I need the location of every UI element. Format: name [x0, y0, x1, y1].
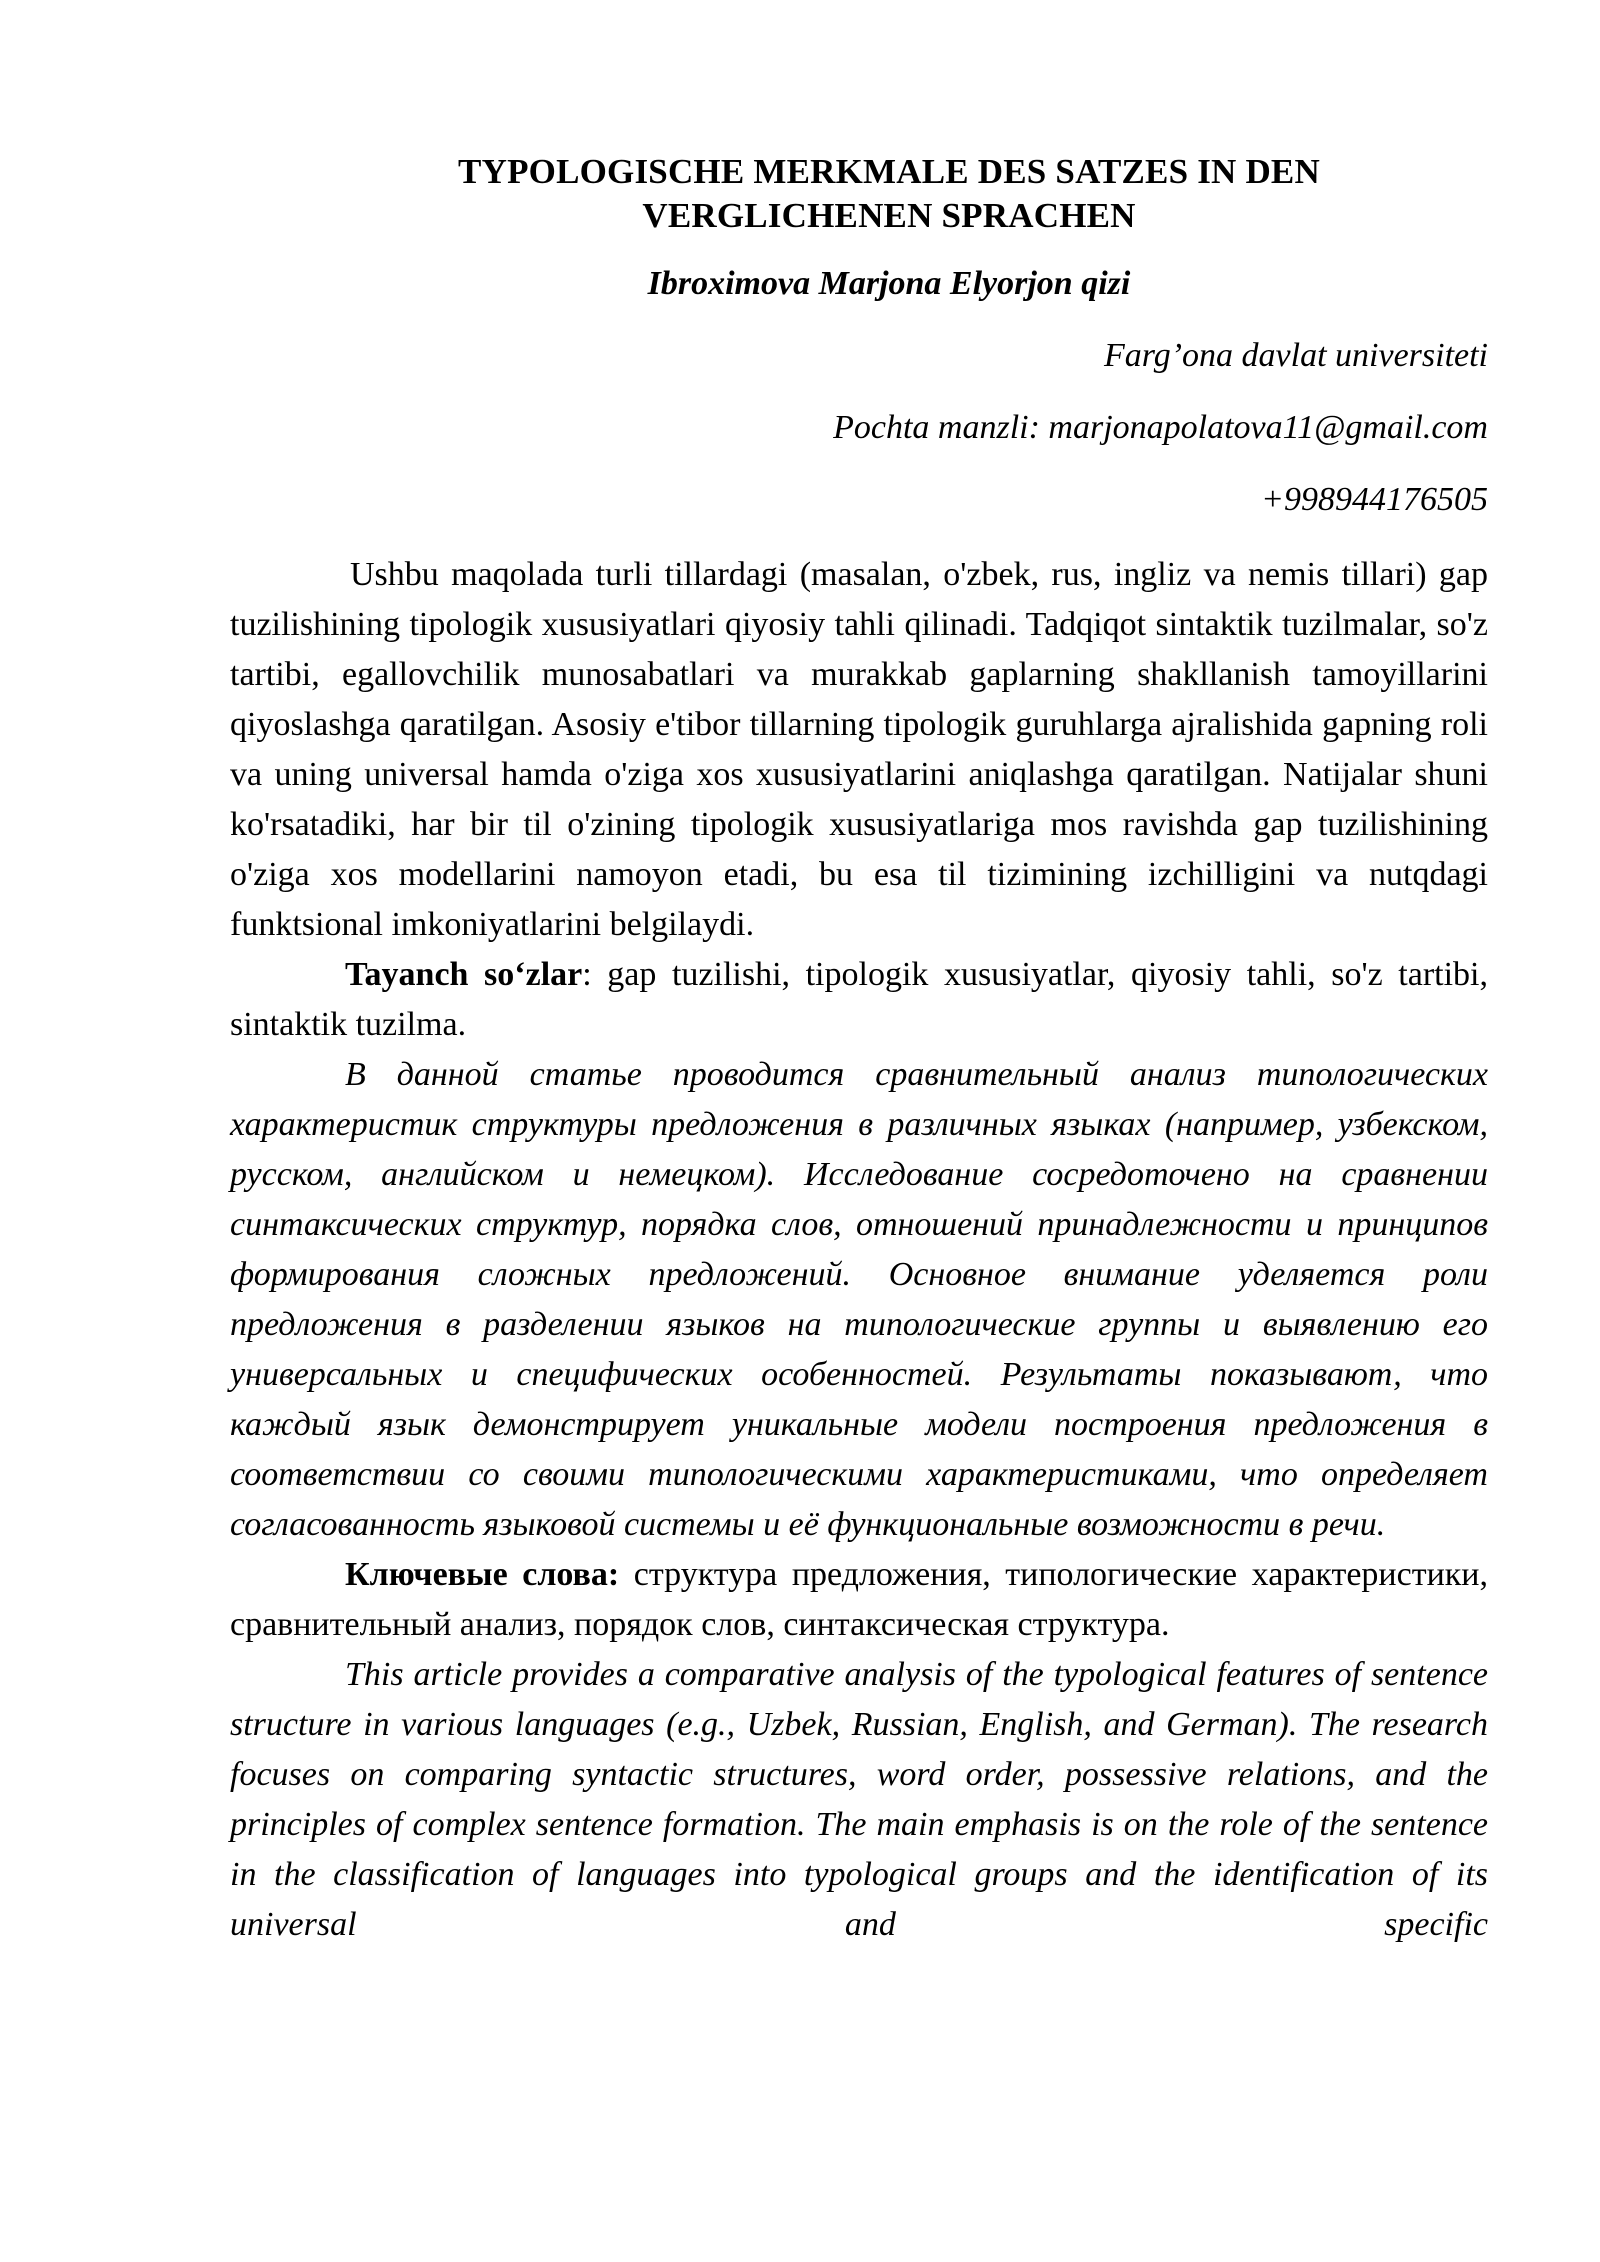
keywords-uzbek [230, 950, 1488, 1050]
author-name: Ibroximova Marjona Elyorjon qizi [647, 265, 1131, 302]
keywords-uzbek-label: Tayanch so‘zlar [345, 956, 583, 993]
keywords-uzbek-text: : gap tuzilishi, tipologik xususiyatlar, qiyosiy tahli, so'z tartibi, sintaktik tuzilma. [230, 956, 1488, 1043]
title-line-2: VERGLICHENEN SPRACHEN [642, 196, 1136, 235]
keywords-russian-text: структура предложения, типологические характеристики, сравнительный анализ, порядок слов, синтаксическая структура. [230, 1556, 1488, 1643]
abstract-uzbek: Ushbu maqolada turli tillardagi (masalan, o'zbek, rus, ingliz va nemis tillari) gap tuzilishining tipologik xususiyatlari qiyosiy tahli qilinadi. Tadqiqot sintaktik tuzilmalar, so'z tartibi, egallovchilik munosabatlari va murakkab gaplarning shakllanish tamoyillarini qiyoslashga qaratilgan. Asosiy e'tibor tillarning tipologik guruhlarga ajralishida gapning roli va uning universal hamda o'ziga xos xususiyatlarini aniqlashga qaratilgan. Natijalar shuni ko'rsatadiki, har bir til o'zining tipologik xususiyatlariga mos ravishda gap tuzilishining o'ziga xos modellarini namoyon etadi, bu esa til tizimining izchilligini va nutqdagi funktsional imkoniyatlarini belgilaydi. [230, 556, 1488, 943]
author-meta [230, 334, 1488, 550]
abstract-english: This article provides a comparative analysis of the typological features of sentence structure in various languages (e.g., Uzbek, Russian, English, and German). The research focuses on comparing syntactic structures, word order, possessive relations, and the principles of complex sentence formation. The main emphasis is on the role of the sentence in the classification of languages into typological groups and the identification of its universal and specific [230, 1656, 1488, 1943]
keywords-russian [230, 1550, 1488, 1650]
email-line: Pochta manzli: marjonapolatova11@gmail.com [833, 409, 1488, 446]
keywords-russian-label: Ключевые слова: [345, 1556, 620, 1593]
article-title [290, 150, 1488, 238]
phone-number: +998944176505 [1261, 481, 1488, 518]
document-page [230, 150, 1488, 1950]
affiliation: Farg’ona davlat universiteti [1103, 337, 1488, 374]
title-line-1: TYPOLOGISCHE MERKMALE DES SATZES IN DEN [458, 152, 1320, 191]
abstract-russian: В данной статье проводится сравнительный анализ типологических характеристик структуры предложения в различных языках (например, узбекском, русском, английском и немецком). Исследование сосредоточено на сравнении синтаксических структур, порядка слов, отношений принадлежности и принципов формирования сложных предложений. Основное внимание уделяется роли предложения в разделении языков на типологические группы и выявлению его универсальных и специфических особенностей. Результаты показывают, что каждый язык демонстрирует уникальные модели построения предложения в соответствии со своими типологическими характеристиками, что определяет согласованность языковой системы и её функциональные возможности в речи. [230, 1056, 1488, 1543]
